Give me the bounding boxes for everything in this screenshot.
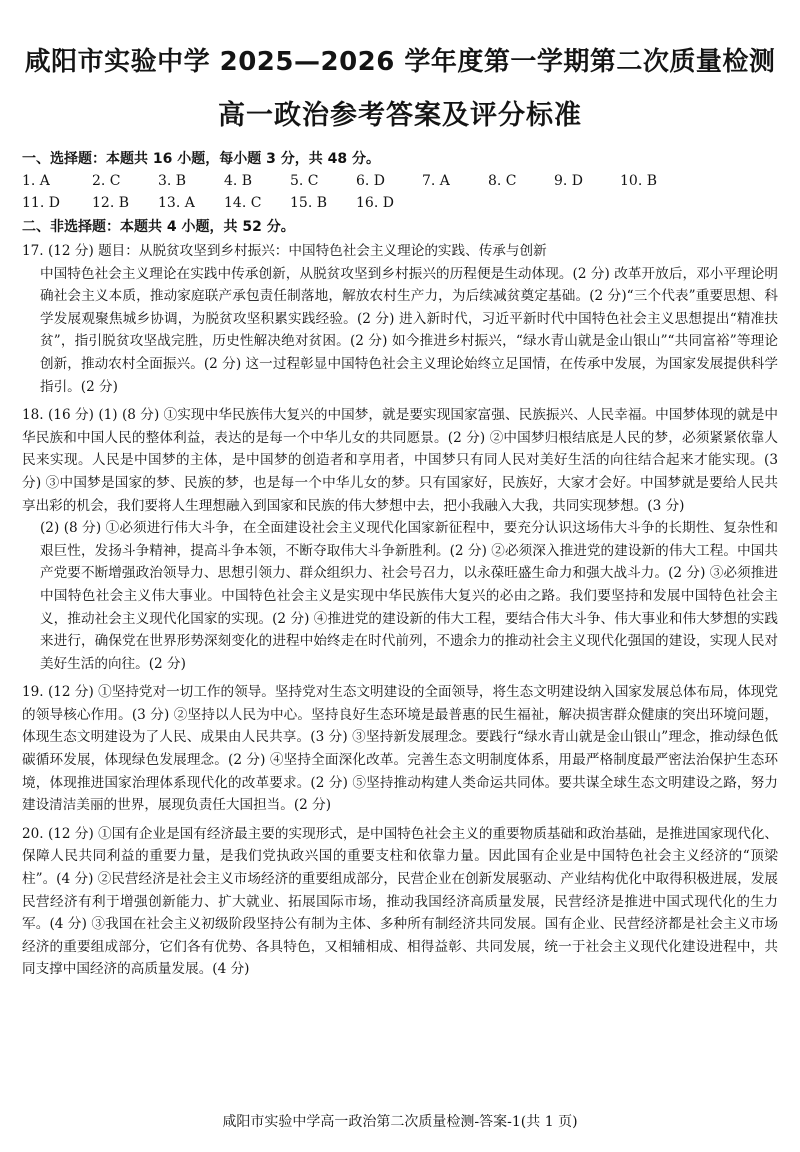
question-17-heading: 17. (12 分) 题目：从脱贫攻坚到乡村振兴：中国特色社会主义理论的实践、传承与创新: [22, 243, 547, 259]
document-title: 咸阳市实验中学 2025—2026 学年度第一学期第二次质量检测: [24, 47, 776, 77]
choice-answer: 7. A: [422, 173, 450, 189]
choice-answer: 2. C: [92, 173, 121, 189]
page-footer: 咸阳市实验中学高一政治第二次质量检测-答案-1(共 1 页): [222, 1114, 578, 1130]
question-19: [22, 681, 778, 817]
choice-answer: 3. B: [158, 173, 187, 189]
section-open-heading: 二、非选择题：本题共 4 小题，共 52 分。: [22, 219, 295, 235]
choice-answer: 14. C: [224, 195, 262, 211]
choice-answer: 1. A: [22, 173, 50, 189]
choice-answers-row-1: [22, 170, 778, 192]
section-choice-heading: 一、选择题：本题共 16 小题，每小题 3 分，共 48 分。: [22, 151, 380, 167]
choice-answer: 16. D: [356, 195, 394, 211]
question-17-answer: 中国特色社会主义理论在实践中传承创新，从脱贫攻坚到乡村振兴的历程便是生动体现。(2 分) 改革开放后，邓小平理论明确社会主义本质，推动家庭联产承包责任制落地，解放农村生产力，为后续减贫奠定基础。(2 分)“三个代表”重要思想、科学发展观聚焦城乡协调，为脱贫攻坚积累实践经验。(2 分) 进入新时代，习近平新时代中国特色社会主义思想提出“精准扶贫”，指引脱贫攻坚战完胜，历史性解决绝对贫困。(2 分) 如今推进乡村振兴，“绿水青山就是金山银山”“共同富裕”等理论创新，推动农村全面振兴。(2 分) 这一过程彰显中国特色社会主义理论始终立足国情，在传承中发展，为国家发展提供科学指引。(2 分): [40, 265, 778, 395]
question-20: [22, 823, 778, 981]
choice-answers-row-2: [22, 192, 778, 214]
choice-answer: 11. D: [22, 195, 60, 211]
question-18: [22, 404, 778, 675]
choice-answer: 5. C: [290, 173, 319, 189]
choice-answer: 12. B: [92, 195, 130, 211]
choice-answer: 9. D: [554, 173, 584, 189]
choice-answer: 10. B: [620, 173, 658, 189]
question-19-answer: 19. (12 分) ①坚持党对一切工作的领导。坚持党对生态文明建设的全面领导，将生态文明建设纳入国家发展总体布局，体现党的领导核心作用。(3 分) ②坚持以人民为中心。坚持良好生态环境是最普惠的民生福祉，解决损害群众健康的突出环境问题，体现生态文明建设为了人民、成果由人民共享。(3 分) ③坚持新发展理念。要践行“绿水青山就是金山银山”理念，推动绿色低碳循环发展，体现绿色发展理念。(2 分) ④坚持全面深化改革。完善生态文明制度体系，用最严格制度最严密法治保护生态环境，体现推进国家治理体系现代化的改革要求。(2 分) ⑤坚持推动构建人类命运共同体。要共谋全球生态文明建设之路，努力建设清洁美丽的世界，展现负责任大国担当。(2 分): [22, 684, 778, 814]
choice-answer: 8. C: [488, 173, 517, 189]
question-17: [22, 240, 778, 398]
question-20-answer: 20. (12 分) ①国有企业是国有经济最主要的实现形式，是中国特色社会主义的重要物质基础和政治基础，是推进国家现代化、保障人民共同利益的重要力量，是我们党执政兴国的重要支柱和依靠力量。因此国有企业是中国特色社会主义经济的“顶梁柱”。(4 分) ②民营经济是社会主义市场经济的重要组成部分，民营企业在创新发展驱动、产业结构优化中取得积极进展，发展民营经济有利于增强创新能力、扩大就业、拓展国际市场，推动我国经济高质量发展，民营经济是推进中国式现代化的生力军。(4 分) ③我国在社会主义初级阶段坚持公有制为主体、多种所有制经济共同发展。国有企业、民营经济都是社会主义市场经济的重要组成部分，它们各有优势、各具特色，又相辅相成、相得益彰、共同发展，统一于社会主义现代化建设进程中，共同支撑中国经济的高质量发展。(4 分): [22, 825, 778, 978]
question-18-part-1: 18. (16 分) (1) (8 分) ①实现中华民族伟大复兴的中国梦，就是要实现国家富强、民族振兴、人民幸福。中国梦体现的就是中华民族和中国人民的整体利益，表达的是每一个中华儿女的共同愿景。(2 分) ②中国梦归根结底是人民的梦，必须紧紧依靠人民来实现。人民是中国梦的主体，是中国梦的创造者和享用者，中国梦只有同人民对美好生活的向往结合起来才能实现。(3 分) ③中国梦是国家的梦、民族的梦，也是每一个中华儿女的梦。只有国家好，民族好，大家才会好。中国梦就是要给人民共享出彩的机会，我们要将人生理想融入到国家和民族的伟大梦想中去，把小我融入大我，共同实现梦想。(3 分): [22, 407, 778, 514]
choice-answer: 15. B: [290, 195, 328, 211]
question-18-part-2: (2) (8 分) ①必须进行伟大斗争，在全面建设社会主义现代化国家新征程中，要充分认识这场伟大斗争的长期性、复杂性和艰巨性，发扬斗争精神，提高斗争本领，不断夺取伟大斗争新胜利。(2 分) ②必须深入推进党的建设新的伟大工程。中国共产党要不断增强政治领导力、思想引领力、群众组织力、社会号召力，以永葆旺盛生命力和强大战斗力。(2 分) ③必须推进中国特色社会主义伟大事业。中国特色社会主义是实现中华民族伟大复兴的必由之路。我们要坚持和发展中国特色社会主义，推动社会主义现代化国家的实现。(2 分) ④推进党的建设新的伟大工程，要结合伟大斗争、伟大事业和伟大梦想的实践来进行，确保党在世界形势深刻变化的进程中始终走在时代前列，不遗余力的推动社会主义现代化强国的建设，实现人民对美好生活的向往。(2 分): [40, 520, 778, 672]
choice-answer: 13. A: [158, 195, 195, 211]
document-subtitle: 高一政治参考答案及评分标准: [218, 100, 582, 131]
choice-answer: 4. B: [224, 173, 253, 189]
choice-answer: 6. D: [356, 173, 386, 189]
